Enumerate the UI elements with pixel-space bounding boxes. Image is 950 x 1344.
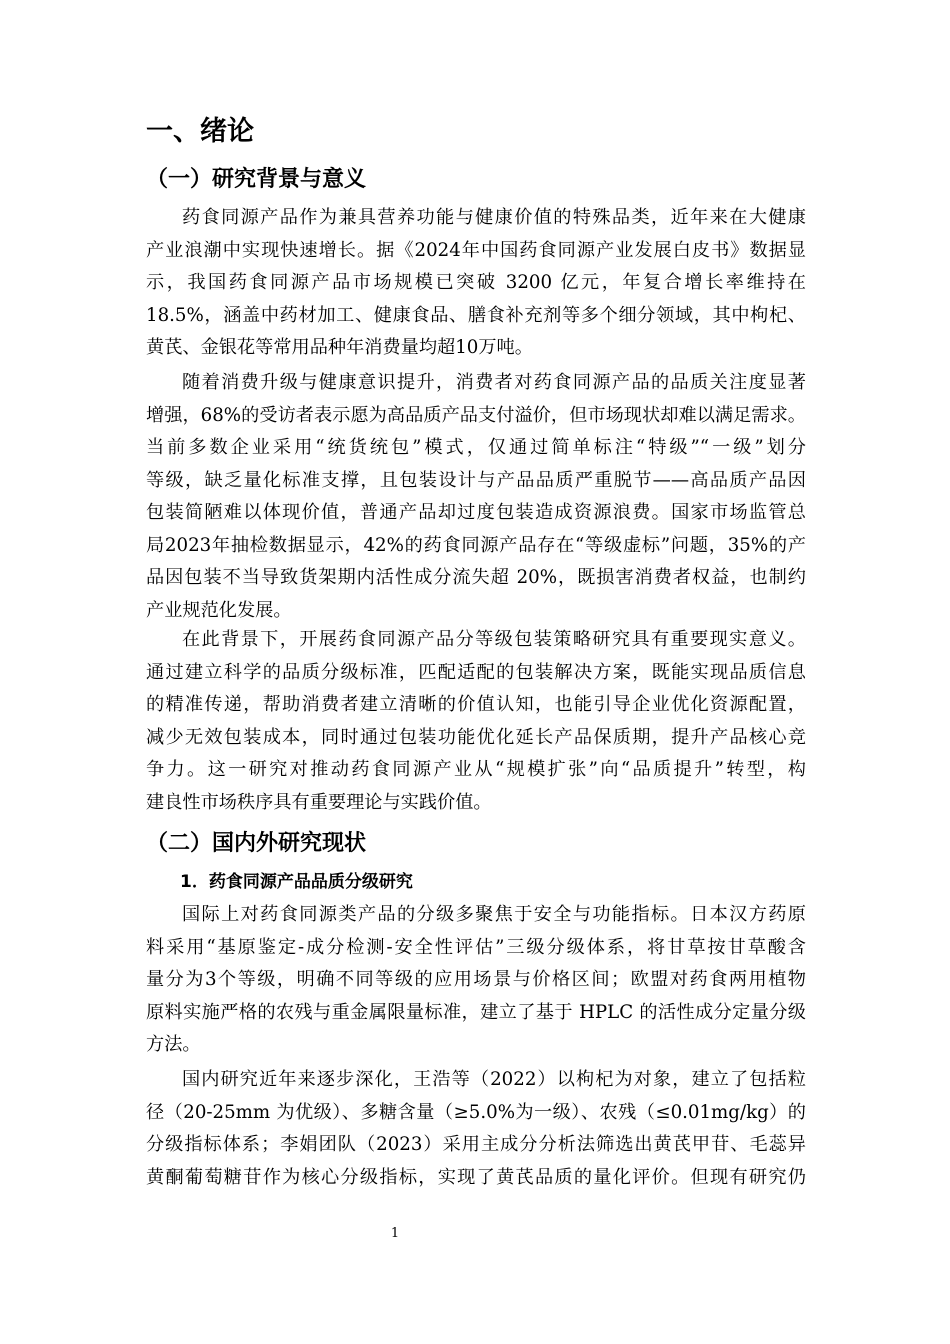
text-line: 分级指标体系；李娟团队（2023）采用主成分分析法筛选出黄芪甲苷、毛蕊异 — [146, 1134, 806, 1155]
text-line: 方法。 — [146, 1034, 201, 1055]
text-line: 药食同源产品作为兼具营养功能与健康价值的特殊品类，近年来在大健康 — [182, 207, 806, 228]
text-line: 18.5%，涵盖中药材加工、健康食品、膳食补充剂等多个细分领域，其中枸杞、 — [146, 304, 806, 326]
text-line: 料采用“基原鉴定-成分检测-安全性评估”三级分级体系，将甘草按甘草酸含 — [146, 936, 806, 958]
text-line: 国际上对药食同源类产品的分级多聚焦于安全与功能指标。日本汉方药原 — [182, 904, 806, 925]
text-line: 随着消费升级与健康意识提升，消费者对药食同源产品的品质关注度显著 — [182, 372, 806, 393]
chapter-heading: 一、绪论 — [146, 116, 254, 147]
text-line: 争力。这一研究对推动药食同源产业从“规模扩张”向“品质提升”转型，构 — [146, 759, 806, 780]
paragraph-consumer-demand — [146, 367, 806, 627]
text-line: 当前多数企业采用“统货统包”模式，仅通过简单标注“特级”“一级”划分 — [146, 437, 806, 458]
paragraph-research-significance — [146, 624, 806, 819]
text-line: 径（20-25mm 为优级）、多糖含量（≥5.0%为一级）、农残（≤0.01mg/kg）的 — [146, 1101, 806, 1123]
text-line: 示，我国药食同源产品市场规模已突破 3200 亿元，年复合增长率维持在 — [146, 272, 806, 293]
text-line: 在此背景下，开展药食同源产品分等级包装策略研究具有重要现实意义。 — [182, 629, 806, 650]
text-line: 通过建立科学的品质分级标准，匹配适配的包装解决方案，既能实现品质信息 — [146, 661, 806, 683]
text-line: 产业浪潮中实现快速增长。据《2024年中国药食同源产业发展白皮书》数据显 — [146, 239, 806, 261]
text-line: 包装简陋难以体现价值，普通产品却过度包装造成资源浪费。国家市场监管总 — [146, 502, 806, 523]
page-number: 1 — [390, 1226, 400, 1241]
text-line: 产业规范化发展。 — [146, 599, 292, 621]
text-line: 黄芪、金银花等常用品种年消费量均超10万吨。 — [146, 337, 533, 358]
paragraph-domestic-research — [146, 1064, 806, 1194]
text-line: 增强，68%的受访者表示愿为高品质产品支付溢价，但市场现状却难以满足需求。 — [146, 404, 806, 426]
subsection-heading-quality-grading: 1．药食同源产品品质分级研究 — [180, 872, 413, 892]
paragraph-international-research — [146, 899, 806, 1062]
text-line: 减少无效包装成本，同时通过包装功能优化延长产品保质期，提升产品核心竞 — [146, 726, 806, 748]
text-line: 等级，缺乏量化标准支撑，且包装设计与产品品质严重脱节——高品质产品因 — [146, 469, 806, 491]
paragraph-market-overview — [146, 202, 806, 365]
text-line: 的精准传递，帮助消费者建立清晰的价值认知，也能引导企业优化资源配置， — [146, 694, 806, 715]
text-line: 局2023年抽检数据显示，42%的药食同源产品存在“等级虚标”问题，35%的产 — [146, 534, 806, 556]
text-line: 建良性市场秩序具有重要理论与实践价值。 — [146, 791, 492, 813]
section-heading-background: （一）研究背景与意义 — [146, 167, 367, 192]
section-heading-research-status: （二）国内外研究现状 — [146, 831, 367, 856]
text-line: 原料实施严格的农残与重金属限量标准，建立了基于 HPLC 的活性成分定量分级 — [146, 1001, 806, 1023]
text-line: 品因包装不当导致货架期内活性成分流失超 20%，既损害消费者权益，也制约 — [146, 567, 806, 588]
text-line: 量分为3个等级，明确不同等级的应用场景与价格区间；欧盟对药食两用植物 — [146, 969, 806, 990]
text-line: 黄酮葡萄糖苷作为核心分级指标，实现了黄芪品质的量化评价。但现有研究仍 — [146, 1166, 806, 1188]
text-line: 国内研究近年来逐步深化，王浩等（2022）以枸杞为对象，建立了包括粒 — [182, 1069, 806, 1090]
